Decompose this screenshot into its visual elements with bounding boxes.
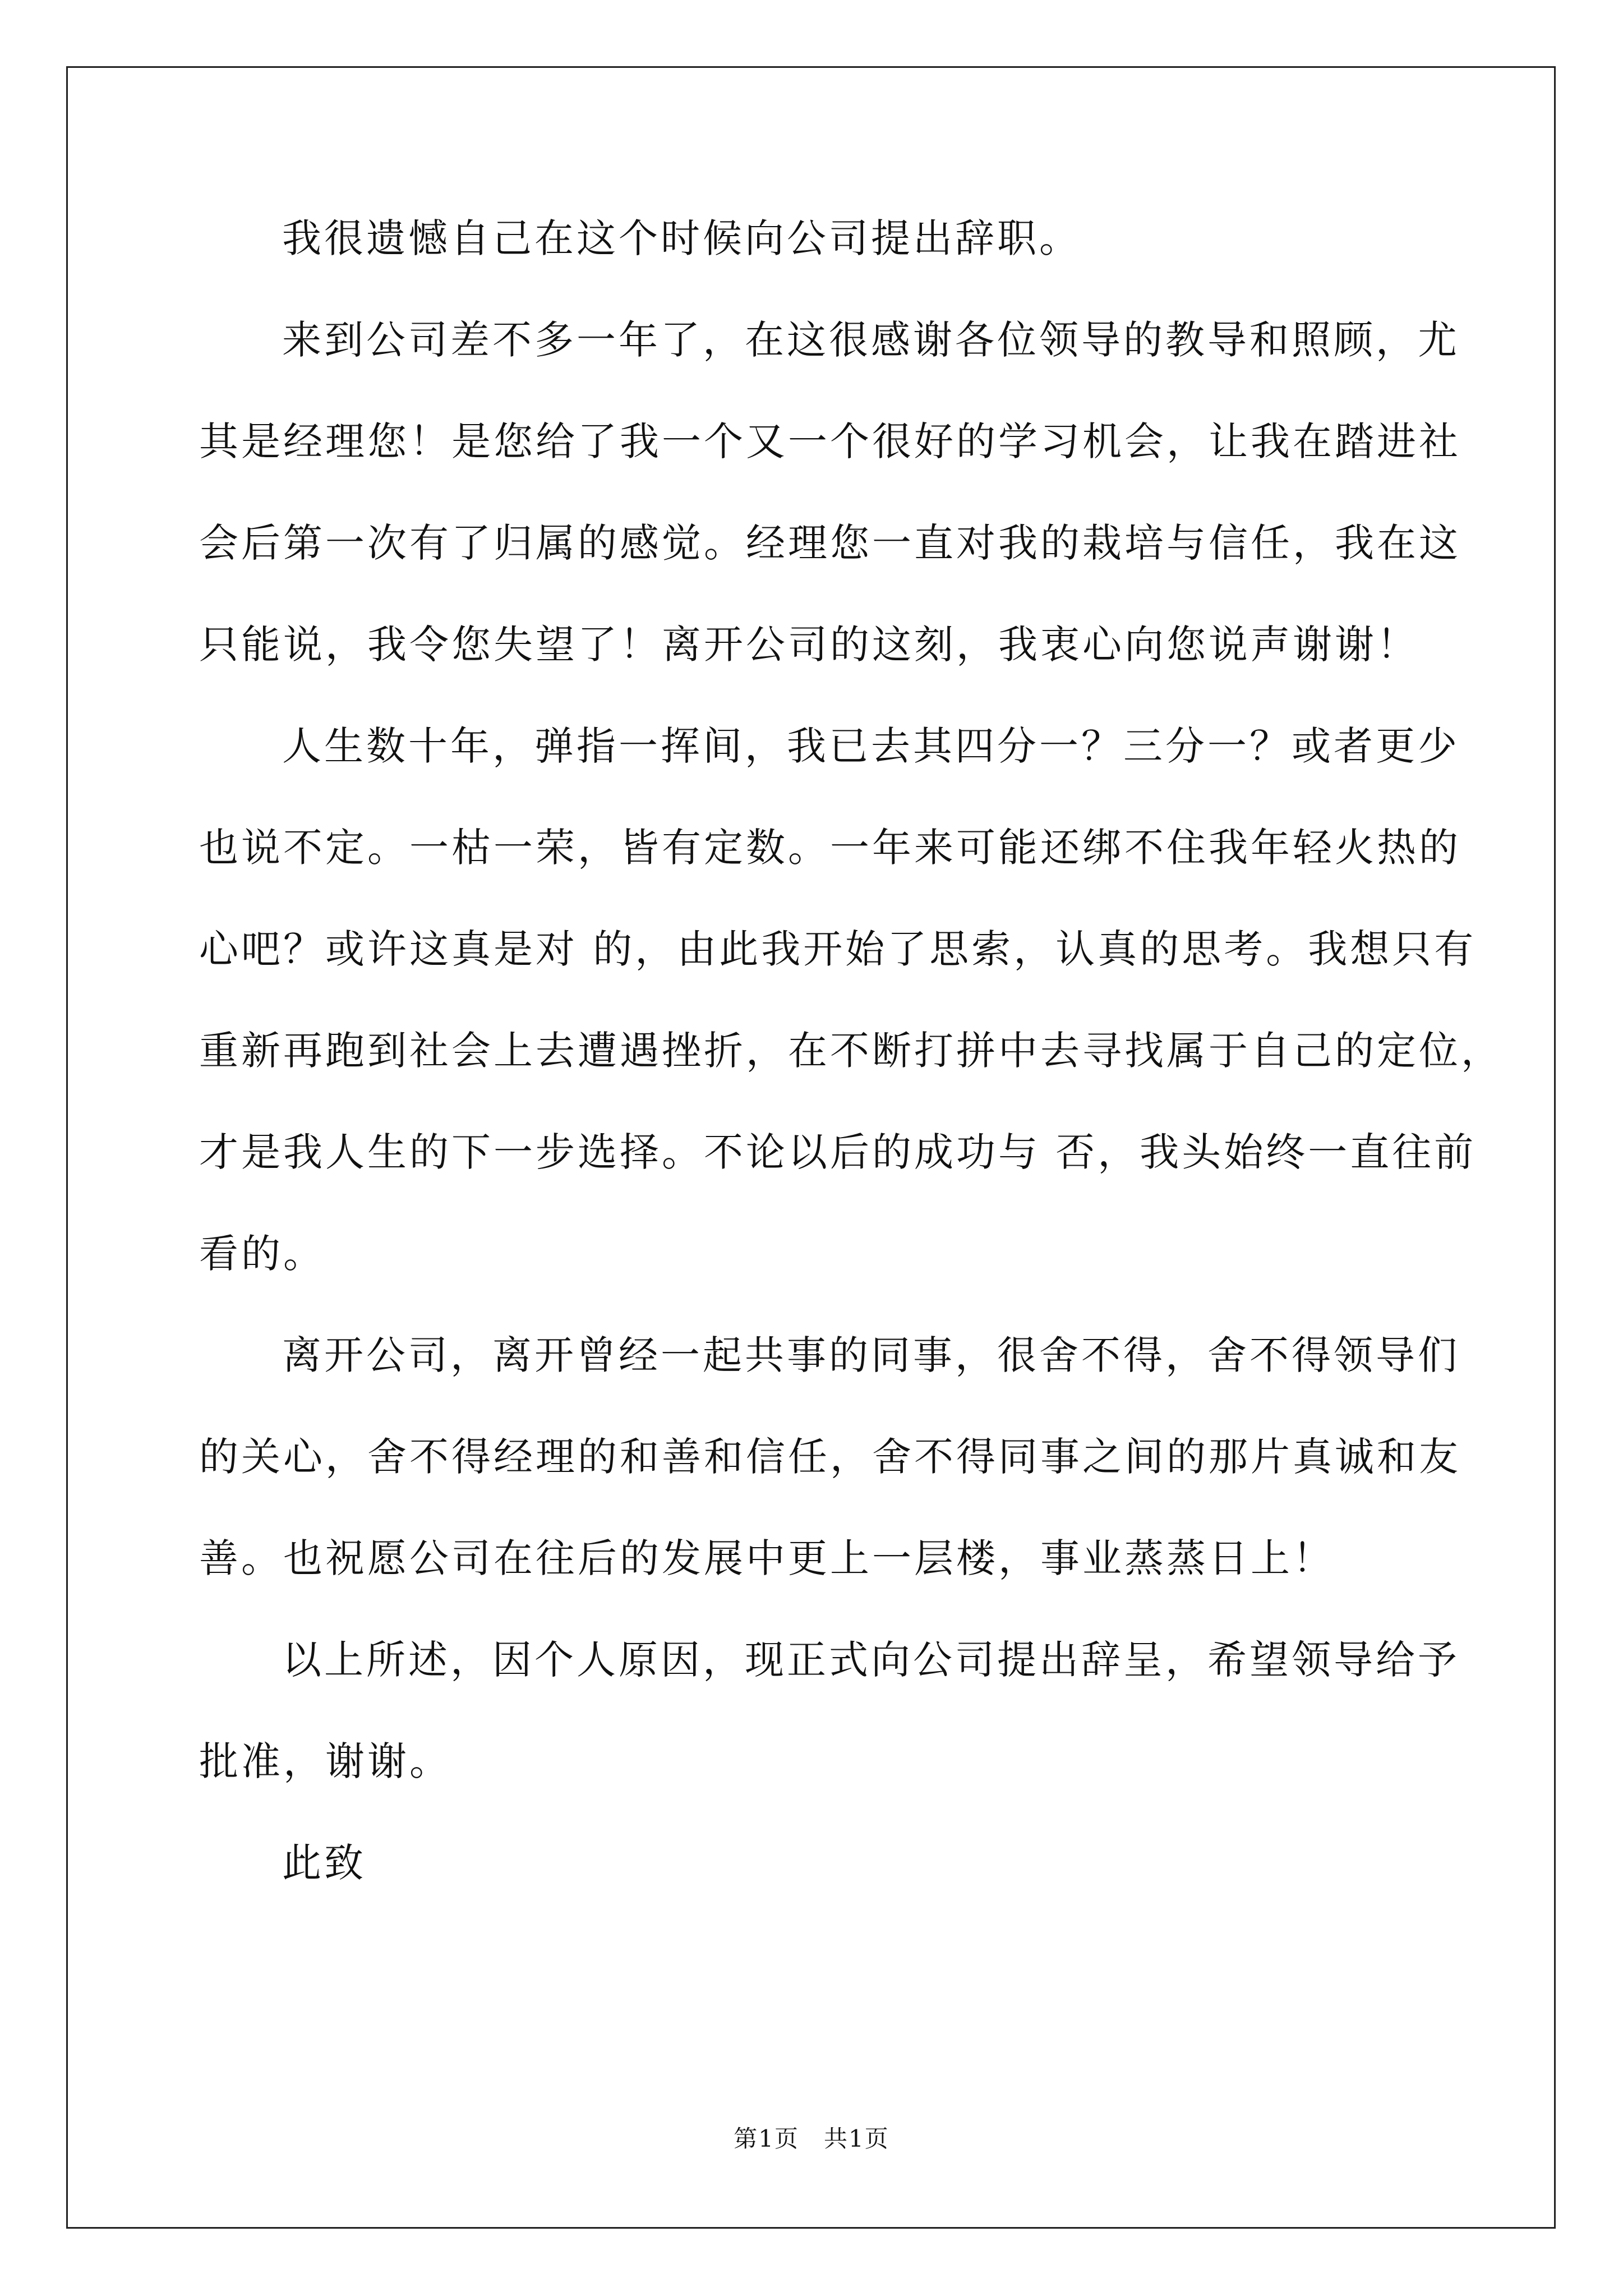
text-line: 会后第一次有了归属的感觉。经理您一直对我的栽培与信任，我在这 [199, 520, 1461, 566]
text-line: 看的。 [199, 1231, 325, 1277]
page-number: 第1页 共1页 [734, 2125, 889, 2152]
text-line: 人生数十年，弹指一挥间，我已去其四分一？三分一？或者更少 [282, 723, 1460, 769]
text-line: 其是经理您！是您给了我一个又一个很好的学习机会，让我在踏进社 [199, 418, 1461, 464]
text-line: 心吧？或许这真是对 的，由此我开始了思索，认真的思考。我想只有 [199, 926, 1477, 972]
text-line: 来到公司差不多一年了，在这很感谢各位领导的教导和照顾，尤 [282, 317, 1460, 363]
text-line: 离开公司，离开曾经一起共事的同事，很舍不得，舍不得领导们 [282, 1332, 1460, 1378]
text-line: 此致 [282, 1840, 366, 1886]
text-line: 善。也祝愿公司在往后的发展中更上一层楼，事业蒸蒸日上！ [199, 1535, 1335, 1581]
text-line: 也说不定。一枯一荣，皆有定数。一年来可能还绑不住我年轻火热的 [199, 825, 1461, 871]
text-line: 批准，谢谢。 [199, 1738, 451, 1784]
text-line: 以上所述，因个人原因，现正式向公司提出辞呈，希望领导给予 [282, 1637, 1460, 1683]
text-line: 的关心，舍不得经理的和善和信任，舍不得同事之间的那片真诚和友 [199, 1434, 1461, 1480]
text-line: 我很遗憾自己在这个时候向公司提出辞职。 [282, 215, 1081, 261]
text-line: 只能说，我令您失望了！离开公司的这刻，我衷心向您说声谢谢！ [199, 622, 1419, 668]
text-line: 重新再跑到社会上去遭遇挫折，在不断打拼中去寻找属于自己的定位， [199, 1028, 1503, 1074]
text-line: 才是我人生的下一步选择。不论以后的成功与 否，我头始终一直往前 [199, 1129, 1477, 1175]
